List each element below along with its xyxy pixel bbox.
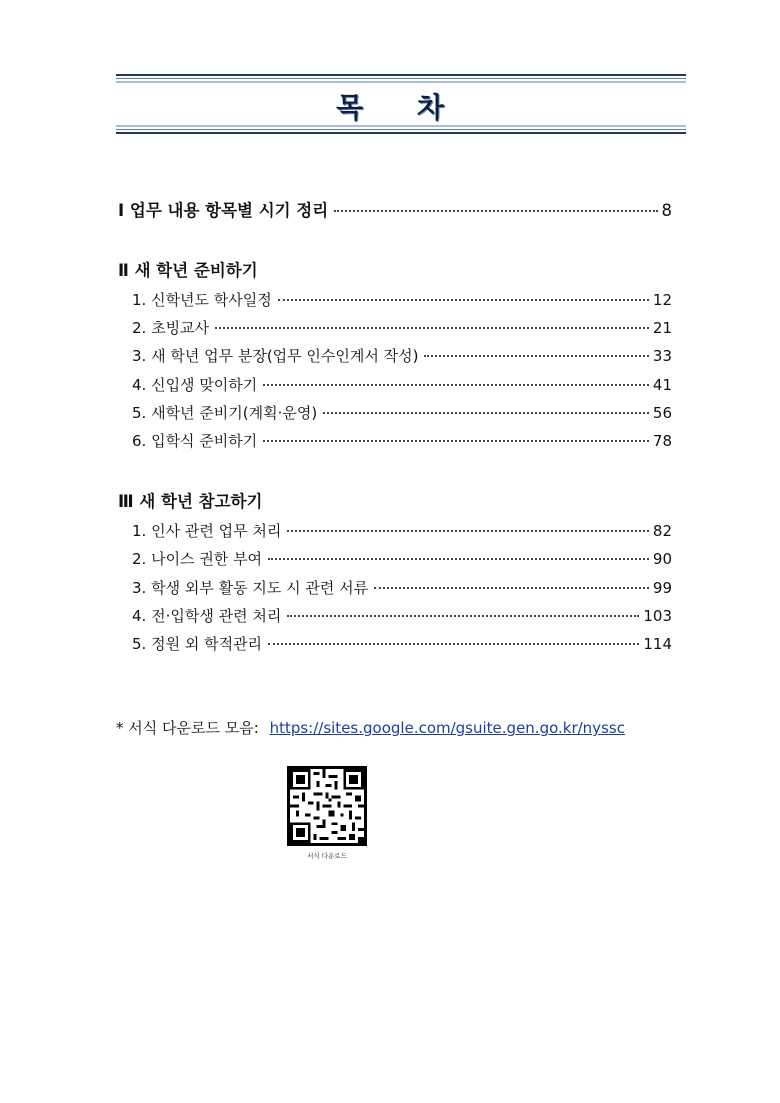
toc-entry[interactable] [132,402,672,423]
toc-label: 4. 전·입학생 관련 처리 [132,607,282,625]
download-link[interactable]: https://sites.google.com/gsuite.gen.go.kr/nyssc [269,719,625,737]
qr-code-pattern [290,769,364,843]
toc-page-number: 82 [652,522,672,540]
toc-leader-dots [424,355,648,357]
toc-page-number: 114 [643,635,672,653]
toc-entry[interactable] [132,548,672,569]
toc-entry[interactable] [132,317,672,338]
qr-code [287,766,367,846]
toc-label: 2. 초빙교사 [132,319,210,337]
toc-entry[interactable] [132,520,672,541]
toc-page-number: 8 [661,201,672,220]
toc-page-number: 33 [652,347,672,365]
toc-label: 6. 입학식 준비하기 [132,432,258,450]
toc-label: 5. 정원 외 학적관리 [132,635,263,653]
toc-label: 5. 새학년 준비기(계획·운영) [132,404,318,422]
toc-leader-dots [268,558,649,560]
title-top-rule [116,74,686,85]
toc-page-number: 99 [652,579,672,597]
download-note [116,717,625,738]
toc-leader-dots [263,384,649,386]
toc-leader-dots [263,440,649,442]
toc-page-number: 78 [652,432,672,450]
toc-page-number: 12 [652,291,672,309]
toc-entry[interactable] [132,430,672,451]
toc-label: 4. 신입생 맞이하기 [132,376,258,394]
toc-entry[interactable] [132,345,672,366]
toc-leader-dots [268,643,639,645]
toc-leader-dots [215,327,649,329]
toc-entry[interactable] [132,605,672,626]
toc-label: Ⅰ 업무 내용 항목별 시기 정리 [118,201,329,220]
toc-leader-dots [287,615,639,617]
toc-leader-dots [334,210,657,212]
toc-page-number: 21 [652,319,672,337]
toc-page-number: 90 [652,550,672,568]
page-title: 목 차 [336,91,466,124]
toc-label: 1. 신학년도 학사일정 [132,291,272,309]
qr-caption: 서식 다운로드 [307,852,347,860]
toc-label: 2. 나이스 권한 부여 [132,550,263,568]
toc-leader-dots [374,587,649,589]
toc-label: 3. 학생 외부 활동 지도 시 관련 서류 [132,579,369,597]
toc-page-number: 56 [652,404,672,422]
toc-entry[interactable] [132,374,672,395]
title-bottom-rule [116,125,686,136]
download-note-label: * 서식 다운로드 모음: [116,719,259,737]
toc-leader-dots [287,530,649,532]
toc-entry[interactable] [132,289,672,310]
toc-entry[interactable] [132,633,672,654]
section-heading-part3: Ⅲ 새 학년 참고하기 [118,492,263,511]
toc-leader-dots [278,299,649,301]
toc-page-number: 103 [643,607,672,625]
toc-leader-dots [323,412,649,414]
toc-label: 3. 새 학년 업무 분장(업무 인수인계서 작성) [132,347,419,365]
toc-entry-part1[interactable] [118,197,672,221]
toc-entry[interactable] [132,577,672,598]
toc-page-number: 41 [652,376,672,394]
section-heading-part2: Ⅱ 새 학년 준비하기 [118,261,258,280]
toc-label: 1. 인사 관련 업무 처리 [132,522,282,540]
